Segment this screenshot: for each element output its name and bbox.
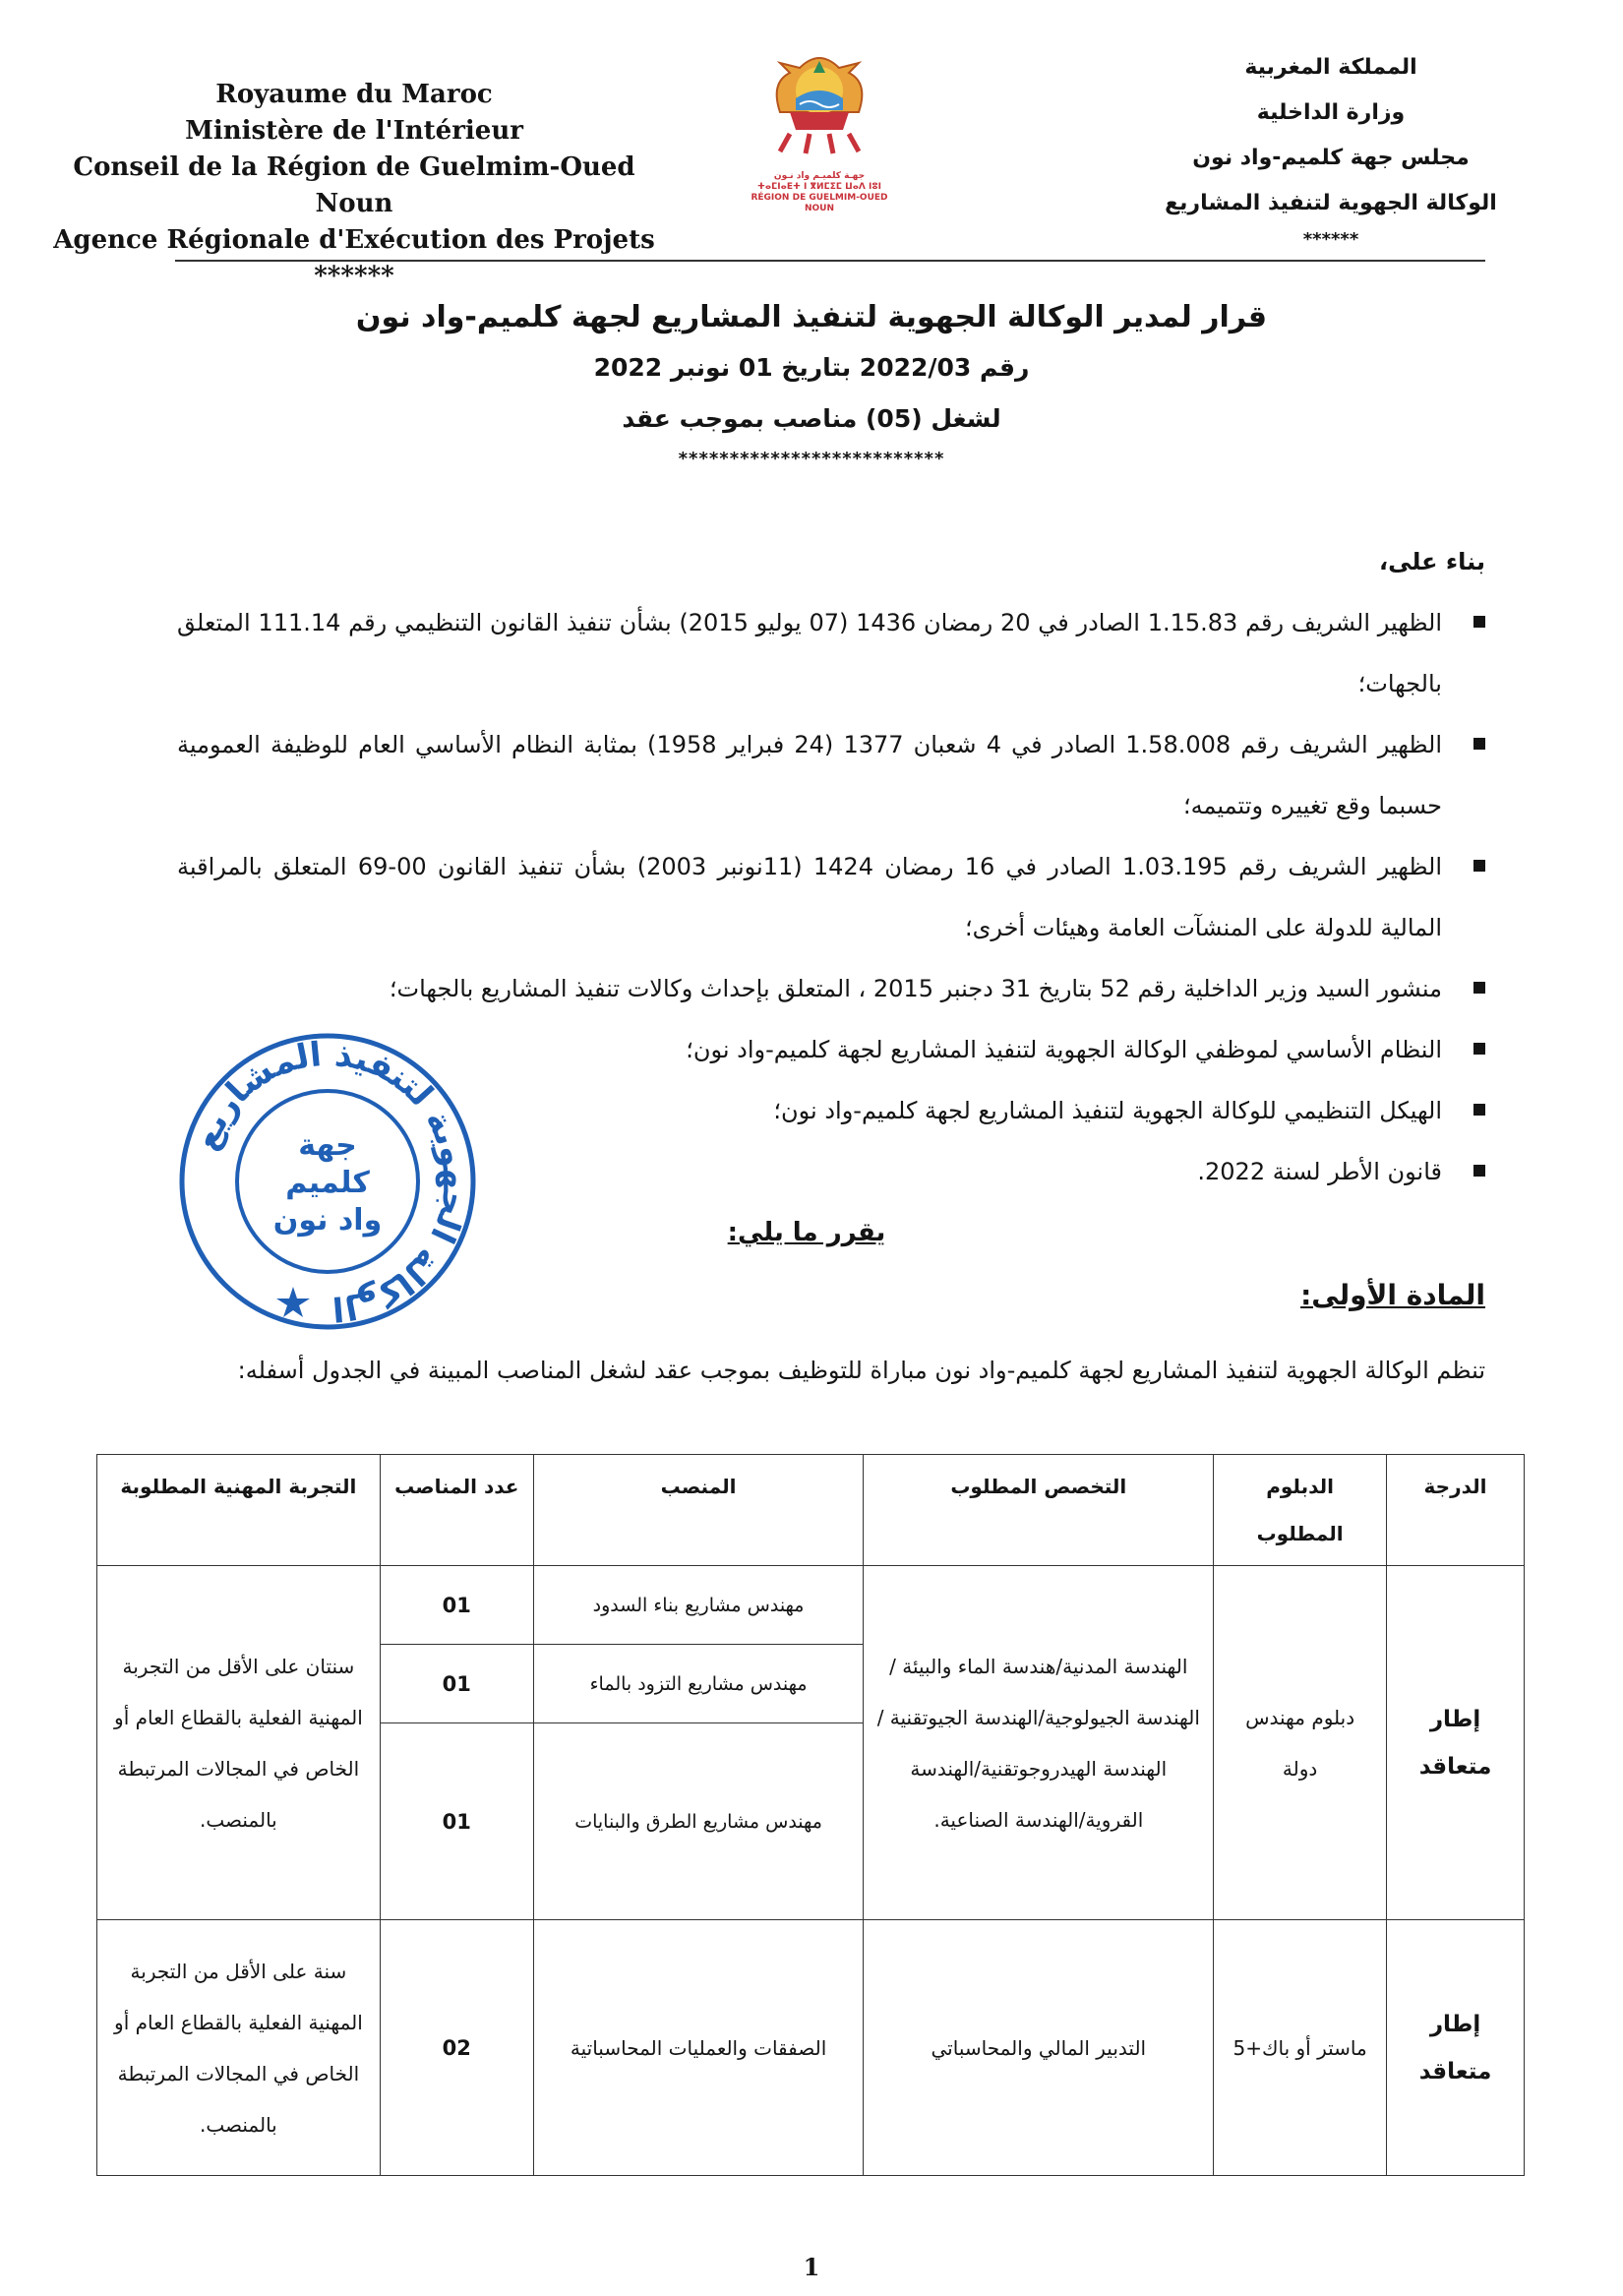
header-ar-stars: ****** bbox=[1302, 229, 1359, 250]
stamp-center-line: واد نون bbox=[272, 1203, 383, 1238]
header-fr-line: Agence Régionale d'Exécution des Projets bbox=[53, 225, 655, 255]
post-cell: مهندس مشاريع الطرق والبنايات bbox=[533, 1723, 864, 1920]
header-specialty: التخصص المطلوب bbox=[864, 1455, 1214, 1566]
decision-title bbox=[0, 293, 1623, 474]
experience-cell: سنتان على الأقل من التجربة المهنية الفعلية بالقطاع العام أو الخاص في المجالات المرتبطة بالمنصب. bbox=[97, 1566, 381, 1920]
table-row bbox=[97, 1566, 1525, 1645]
bullet-icon bbox=[1473, 982, 1485, 994]
logo-arabic-text: جهـة كلميـم واد نـون bbox=[773, 171, 866, 181]
reference-item: الظهير الشريف رقم 1.03.195 الصادر في 16 رمضان 1424 (11نونبر 2003) بشأن تنفيذ القانون 00-69 المتعلق بالمراقبة المالية للدولة على المنشآت العامة وهيئات أخرى؛ bbox=[177, 836, 1485, 958]
specialty-cell: الهندسة المدنية/هندسة الماء والبيئة /الهندسة الجيولوجية/الهندسة الجيوتقنية /الهندسة الهيدروجوتقنية/الهندسة القروية/الهندسة الصناعية. bbox=[864, 1566, 1214, 1920]
region-emblem-icon bbox=[760, 43, 878, 171]
reference-item: الظهير الشريف رقم 1.15.83 الصادر في 20 رمضان 1436 (07 يوليو 2015) بشأن تنفيذ القانون التنظيمي رقم 111.14 المتعلق بالجهات؛ bbox=[177, 592, 1485, 714]
count-cell: 01 bbox=[380, 1645, 533, 1723]
header-fr-line: Ministère de l'Intérieur bbox=[185, 116, 523, 146]
diploma-cell: دبلوم مهندس دولة bbox=[1214, 1566, 1387, 1920]
post-cell: الصفقات والعمليات المحاسباتية bbox=[533, 1920, 864, 2176]
diploma-cell: ماستر أو باك+5 bbox=[1214, 1920, 1387, 2176]
official-stamp bbox=[175, 1029, 480, 1334]
region-logo bbox=[736, 43, 903, 230]
article-1-heading: المادة الأولى: bbox=[1300, 1279, 1485, 1311]
header-fr-stars: ****** bbox=[314, 262, 394, 291]
article-1-text: تنظم الوكالة الجهوية لتنفيذ المشاريع لجهة كلميم-واد نون مباراة للتوظيف بموجب عقد لشغل المناصب المبينة في الجدول أسفله: bbox=[237, 1357, 1485, 1384]
header-experience: التجربة المهنية المطلوبة bbox=[97, 1455, 381, 1566]
header-count: عدد المناصب bbox=[380, 1455, 533, 1566]
bullet-icon bbox=[1473, 1104, 1485, 1116]
count-cell: 01 bbox=[380, 1566, 533, 1645]
table-header-row bbox=[97, 1455, 1525, 1566]
header-french bbox=[39, 77, 669, 295]
logo-french-text: RÉGION DE GUELMIM-OUED NOUN bbox=[751, 193, 888, 213]
rank-cell: إطار متعاقد bbox=[1387, 1920, 1525, 2176]
stamp-center-line: كلميم bbox=[285, 1166, 370, 1200]
reference-item: النظام الأساسي لموظفي الوكالة الجهوية لتنفيذ المشاريع لجهة كلميم-واد نون؛ bbox=[177, 1019, 1485, 1080]
header-ar-line: وزارة الداخلية bbox=[1256, 100, 1406, 125]
rank-cell: إطار متعاقد bbox=[1387, 1566, 1525, 1920]
reference-item: قانون الأطر لسنة 2022. bbox=[177, 1141, 1485, 1202]
count-cell: 01 bbox=[380, 1723, 533, 1920]
bullet-icon bbox=[1473, 616, 1485, 628]
decision-subject: لشغل (05) مناصب بموجب عقد bbox=[622, 404, 1001, 433]
header-ar-line: مجلس جهة كلميم-واد نون bbox=[1192, 146, 1470, 170]
page-number: 1 bbox=[803, 2253, 820, 2281]
header-diploma: الدبلوم المطلوب bbox=[1214, 1455, 1387, 1566]
header-fr-line: Royaume du Maroc bbox=[215, 80, 493, 109]
stamp-ring-text: الوكالة الجهوية لتنفيذ المشاريع bbox=[186, 1034, 475, 1328]
reference-item: منشور السيد وزير الداخلية رقم 52 بتاريخ 31 دجنبر 2015 ، المتعلق بإحداث وكالات تنفيذ المشاريع بالجهات؛ bbox=[177, 958, 1485, 1019]
post-cell: مهندس مشاريع بناء السدود bbox=[533, 1566, 864, 1645]
preamble-lead: بناء على، bbox=[1378, 548, 1485, 575]
specialty-cell: التدبير المالي والمحاسباتي bbox=[864, 1920, 1214, 2176]
header-divider bbox=[175, 260, 1485, 262]
bullet-icon bbox=[1473, 860, 1485, 872]
stamp-center-line: جهة bbox=[298, 1128, 357, 1163]
star-icon bbox=[276, 1287, 310, 1317]
table-row bbox=[97, 1920, 1525, 2176]
bullet-icon bbox=[1473, 1043, 1485, 1055]
positions-table bbox=[96, 1454, 1525, 2176]
count-cell: 02 bbox=[380, 1920, 533, 2176]
bullet-icon bbox=[1473, 1165, 1485, 1177]
post-cell: مهندس مشاريع التزود بالماء bbox=[533, 1645, 864, 1723]
header-ar-line: المملكة المغربية bbox=[1244, 55, 1417, 80]
header-arabic bbox=[1119, 45, 1542, 254]
decision-number: رقم 2022/03 بتاريخ 01 نونبر 2022 bbox=[593, 353, 1030, 382]
experience-cell: سنة على الأقل من التجربة المهنية الفعلية بالقطاع العام أو الخاص في المجالات المرتبطة بالمنصب. bbox=[97, 1920, 381, 2176]
header-post: المنصب bbox=[533, 1455, 864, 1566]
header-fr-line: Conseil de la Région de Guelmim-Oued Noun bbox=[73, 152, 635, 218]
logo-tifinagh-text: ⵜⴰⵎⵏⴰⴹⵜ ⵏ ⴳⵍⵎⵉⵎ ⵡⴰⴷ ⵏⵓⵏ bbox=[757, 182, 881, 192]
reference-item: الظهير الشريف رقم 1.58.008 الصادر في 4 شعبان 1377 (24 فبراير 1958) بمثابة النظام الأساسي العام للوظيفة العمومية حسبما وقع تغييره وتتميمه؛ bbox=[177, 714, 1485, 836]
decision-heading: يقرر ما يلي: bbox=[727, 1218, 886, 1247]
header-rank: الدرجة bbox=[1387, 1455, 1525, 1566]
reference-item: الهيكل التنظيمي للوكالة الجهوية لتنفيذ المشاريع لجهة كلميم-واد نون؛ bbox=[177, 1080, 1485, 1141]
title-stars: ************************** bbox=[678, 449, 945, 469]
header-ar-line: الوكالة الجهوية لتنفيذ المشاريع bbox=[1165, 191, 1497, 215]
bullet-icon bbox=[1473, 738, 1485, 750]
title-line: قرار لمدير الوكالة الجهوية لتنفيذ المشاريع لجهة كلميم-واد نون bbox=[355, 300, 1268, 334]
